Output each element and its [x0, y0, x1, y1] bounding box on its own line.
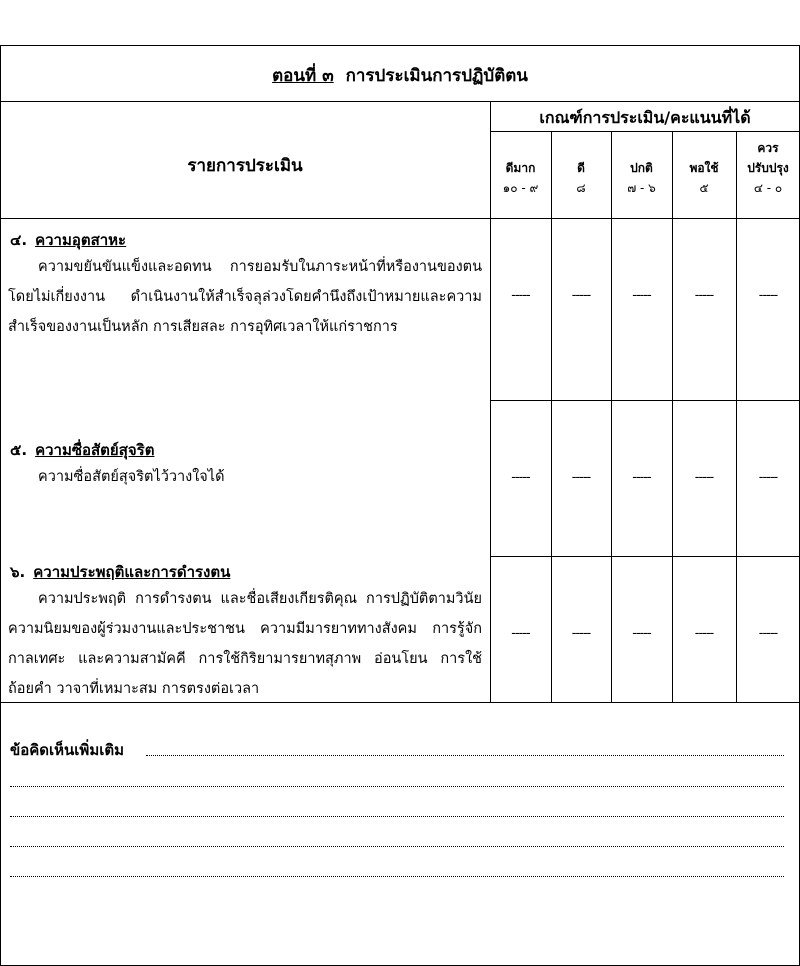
- item-6-clip: [0, 584, 490, 702]
- column-range: ๗ - ๖: [627, 181, 656, 195]
- comment-line[interactable]: [10, 846, 784, 847]
- score-row-divider: [490, 400, 800, 401]
- column-range: ๑๐ - ๙: [502, 181, 539, 195]
- column-label: ปกติ: [630, 161, 653, 175]
- list-header: รายการประเมิน: [187, 156, 303, 176]
- score-col-divider: [551, 131, 552, 702]
- column-label: ควร ปรับปรุง: [747, 141, 789, 175]
- item-label: ความซื่อสัตย์สุจริต: [35, 441, 155, 459]
- item-label: ความอุตสาหะ: [35, 231, 127, 249]
- score-cell: -----: [511, 626, 530, 641]
- section-title-text: การประเมินการปฏิบัติตน: [345, 66, 528, 86]
- score-row-divider: [490, 556, 800, 557]
- score-cell: -----: [694, 288, 714, 303]
- score-cell: -----: [694, 626, 714, 641]
- column-header-excellent: [490, 158, 551, 198]
- item-6-title: [10, 560, 230, 584]
- item-5-description: ความซื่อสัตย์สุจริตไว้วางใจได้: [38, 469, 225, 485]
- score-col-divider: [611, 131, 612, 702]
- column-label: ดีมาก: [505, 161, 536, 175]
- score-cell: -----: [694, 470, 714, 485]
- item-number: ๖.: [10, 563, 26, 581]
- table-bottom-divider: [0, 702, 800, 703]
- score-cell: -----: [511, 288, 530, 303]
- item-label: ความประพฤติและการดำรงตน: [33, 563, 231, 581]
- column-label: พอใช้: [689, 161, 719, 175]
- score-cell: -----: [571, 470, 591, 485]
- score-cell: -----: [571, 288, 591, 303]
- section-part-label: ตอนที่ ๓: [272, 66, 334, 86]
- score-cell: -----: [571, 626, 591, 641]
- score-cell: -----: [758, 288, 778, 303]
- column-header-good: [551, 158, 611, 198]
- score-cell: -----: [758, 470, 778, 485]
- item-4-description: ความขยันขันแข็งและอดทน การยอมรับในภาระหน้าที่หรืองานของตนโดยไม่เกี่ยงงาน ดำเนินงานให้สำเร็จลุล่วงโดยคำนึงถึงเป้าหมายและความสำเร็จของงานเป็นหลัก การเสียสละ การอุทิศเวลาให้แก่ราชการ: [8, 259, 482, 335]
- score-cell: -----: [511, 470, 530, 485]
- score-col-divider: [736, 131, 737, 702]
- column-range: ๘: [576, 181, 586, 195]
- score-cell: -----: [632, 288, 651, 303]
- comment-line[interactable]: [10, 816, 784, 817]
- column-range: ๔ - ๐: [753, 181, 783, 195]
- item-5-title: [10, 438, 154, 462]
- comment-line[interactable]: [10, 876, 784, 877]
- item-number: ๔.: [10, 231, 28, 249]
- criteria-header: เกณฑ์การประเมิน/คะแนนที่ได้: [539, 108, 751, 127]
- item-4-title: [10, 228, 126, 252]
- comment-line[interactable]: [10, 786, 784, 787]
- comment-line[interactable]: [146, 755, 784, 756]
- item-number: ๕.: [10, 441, 28, 459]
- title-divider: [0, 101, 800, 102]
- header-bottom-divider: [0, 218, 800, 219]
- column-header-improve: [740, 138, 796, 198]
- score-cell: -----: [758, 626, 778, 641]
- criteria-header-divider: [490, 131, 800, 132]
- score-cell: -----: [632, 626, 651, 641]
- comments-label: ข้อคิดเห็นเพิ่มเติม: [10, 741, 124, 759]
- score-col-divider: [672, 131, 673, 702]
- column-label: ดี: [577, 161, 585, 175]
- column-header-normal: [611, 158, 672, 198]
- column-range: ๕: [699, 181, 709, 195]
- item-6-description: ความประพฤติ การดำรงตน และชื่อเสียงเกียรติคุณ การปฏิบัติตามวินัย ความนิยมของผู้ร่วมงานและประชาชน ความมีมารยาททางสังคม การรู้จักกาลเทศะ และความสามัคคี การใช้กิริยามารยาทสุภาพ อ่อนโยน การใช้ถ้อยคำ วาจาที่เหมาะสม การตรงต่อเวลา: [8, 591, 482, 697]
- score-cell: -----: [632, 470, 651, 485]
- column-header-fair: [672, 158, 736, 198]
- section-title: [0, 62, 800, 89]
